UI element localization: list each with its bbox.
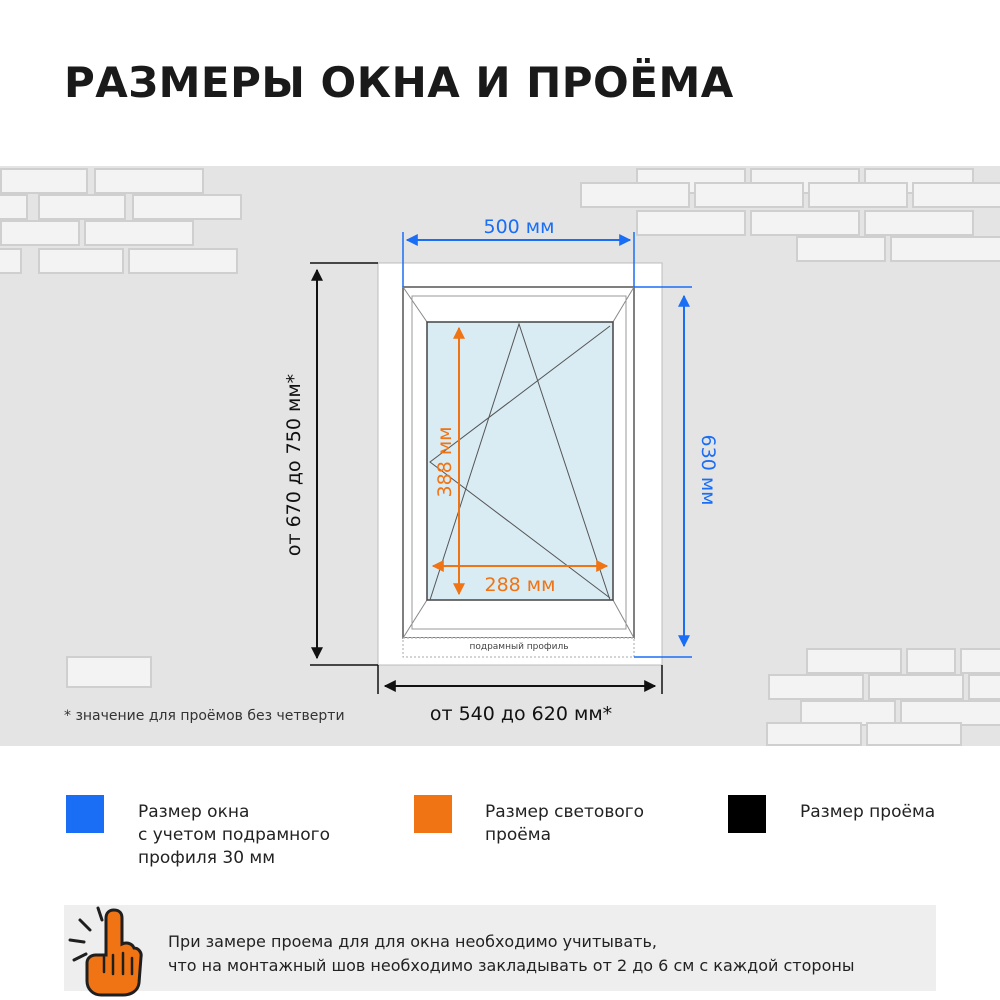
opening-height-label: от 670 до 750 мм* <box>283 373 305 557</box>
tip-text: При замере проема для для окна необходимо учитывать, что на монтажный шов необходимо закладывать от 2 до 6 см с каждой стороны <box>168 932 855 975</box>
legend-swatch-opening <box>728 795 766 833</box>
legend-swatch-light <box>414 795 452 833</box>
window-height-label: 630 мм <box>697 434 719 506</box>
window-width-label: 500 мм <box>483 216 555 238</box>
opening-width-label: от 540 до 620 мм* <box>429 703 613 725</box>
footnote: * значение для проёмов без четверти <box>64 708 345 724</box>
light-width-label: 288 мм <box>484 574 556 596</box>
legend-label-opening: Размер проёма <box>800 802 936 822</box>
light-height-label: 388 мм <box>434 426 456 498</box>
legend-label-light: Размер светового проёма <box>485 802 645 845</box>
page-title: РАЗМЕРЫ ОКНА И ПРОЁМА <box>64 58 734 107</box>
legend-label-window: Размер окна с учетом подрамного профиля 30 мм <box>138 802 330 868</box>
hand-index-finger-icon <box>56 898 146 998</box>
subframe-label: подрамный профиль <box>469 642 569 652</box>
legend-swatch-window <box>66 795 104 833</box>
